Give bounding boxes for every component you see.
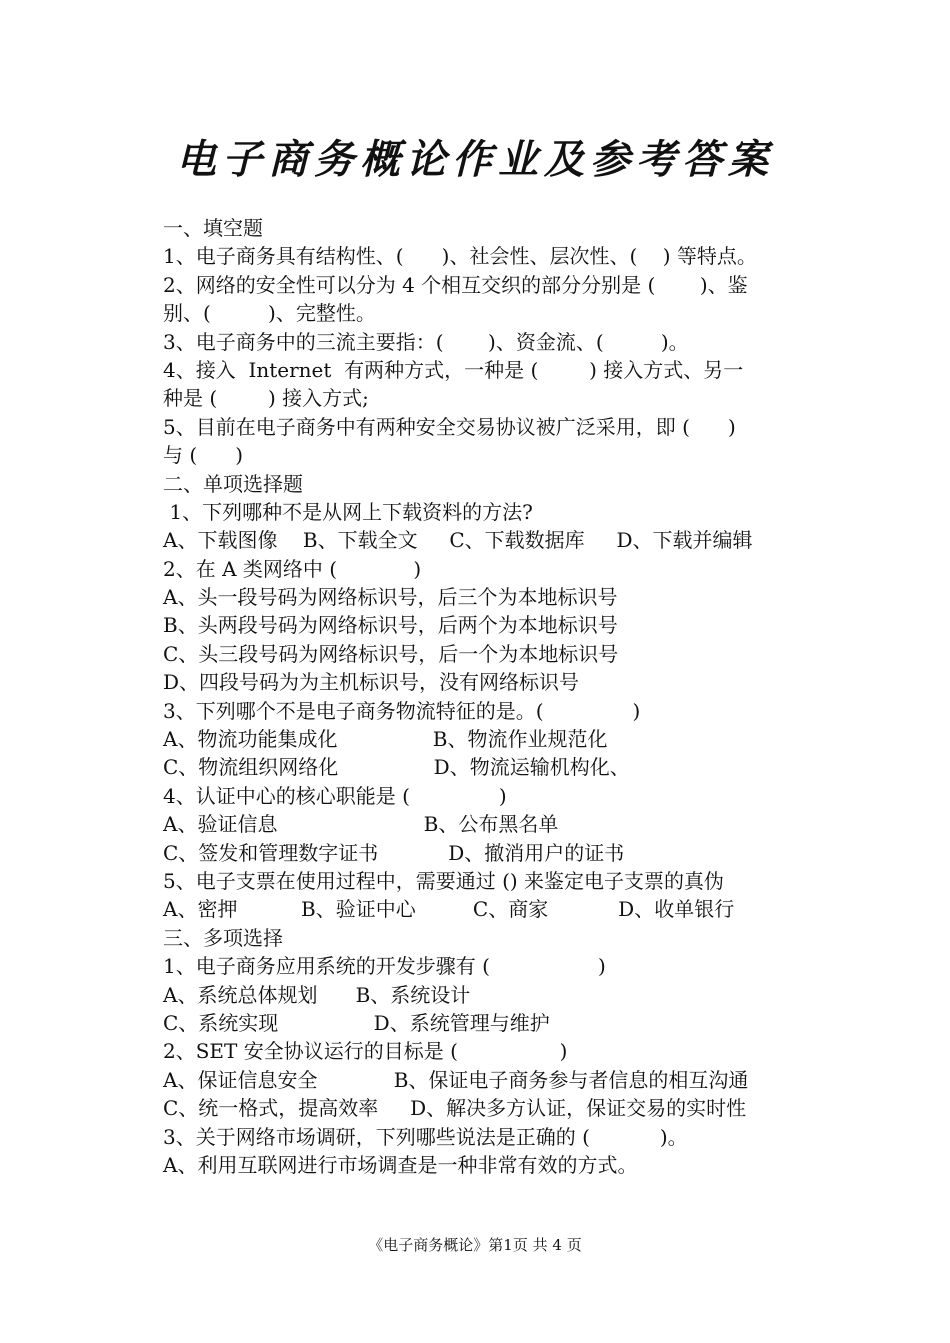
text-line: 5、电子支票在使用过程中，需要通过 () 来鉴定电子支票的真伪 (163, 868, 725, 893)
text-line: 4、接入 Internet 有两种方式，一种是 ( ) 接入方式、另一 (163, 357, 744, 382)
text-line: A、头一段号码为网络标识号，后三个为本地标识号 (163, 585, 618, 610)
text-line: 1、电子商务应用系统的开发步骤有 ( ) (163, 954, 606, 979)
text-line: A、密押 B、验证中心 C、商家 D、收单银行 (163, 897, 735, 922)
text-line: C、系统实现 D、系统管理与维护 (163, 1010, 550, 1035)
text-line: 3、关于网络市场调研，下列哪些说法是正确的 ( )。 (163, 1124, 688, 1149)
text-line: C、头三段号码为网络标识号，后一个为本地标识号 (163, 641, 619, 666)
text-line: B、头两段号码为网络标识号，后两个为本地标识号 (163, 613, 618, 638)
text-line: 4、认证中心的核心职能是 ( ) (163, 783, 507, 808)
page-footer: 《电子商务概论》第1页 共 4 页 (368, 1236, 582, 1254)
text-line: D、四段号码为为主机标识号，没有网络标识号 (163, 670, 580, 695)
text-line: 种是 ( ) 接入方式; (163, 386, 369, 411)
text-line: A、系统总体规划 B、系统设计 (163, 982, 471, 1007)
text-line: 与 ( ) (163, 443, 244, 468)
text-line: A、验证信息 B、公布黑名单 (163, 812, 559, 837)
text-line: C、统一格式，提高效率 D、解决多方认证，保证交易的实时性 (163, 1096, 747, 1121)
text-line: A、下载图像 B、下载全文 C、下载数据库 D、下载并编辑 (163, 528, 753, 553)
text-line: 2、SET 安全协议运行的目标是 ( ) (163, 1039, 568, 1064)
text-line: 别、( )、完整性。 (163, 301, 376, 326)
text-line: 二、单项选择题 (163, 471, 303, 496)
text-line: 3、电子商务中的三流主要指：( )、资金流、( )。 (163, 329, 689, 354)
text-line: 2、在 A 类网络中 ( ) (163, 556, 422, 581)
text-line: 3、下列哪个不是电子商务物流特征的是。( ) (163, 698, 641, 723)
document-title: 电子商务概论作业及参考答案 (176, 136, 774, 183)
text-line: C、物流组织网络化 D、物流运输机构化、 (163, 755, 630, 780)
text-line: 三、多项选择 (163, 925, 283, 950)
text-line: A、利用互联网进行市场调查是一种非常有效的方式。 (163, 1152, 638, 1177)
text-line: 5、目前在电子商务中有两种安全交易协议被广泛采用，即 ( ) (163, 414, 736, 439)
text-line: 2、网络的安全性可以分为 4 个相互交织的部分分别是 ( )、鉴 (163, 272, 748, 297)
text-line: 1、下列哪种不是从网上下载资料的方法? (163, 499, 533, 524)
text-line: A、保证信息安全 B、保证电子商务参与者信息的相互沟通 (163, 1067, 749, 1092)
text-line: A、物流功能集成化 B、物流作业规范化 (163, 727, 608, 752)
text-line: C、签发和管理数字证书 D、撤消用户的证书 (163, 840, 625, 865)
document-body (163, 214, 803, 1179)
text-line: 1、电子商务具有结构性、( )、社会性、层次性、( ) 等特点。 (163, 244, 757, 269)
text-line: 一、填空题 (163, 216, 263, 240)
